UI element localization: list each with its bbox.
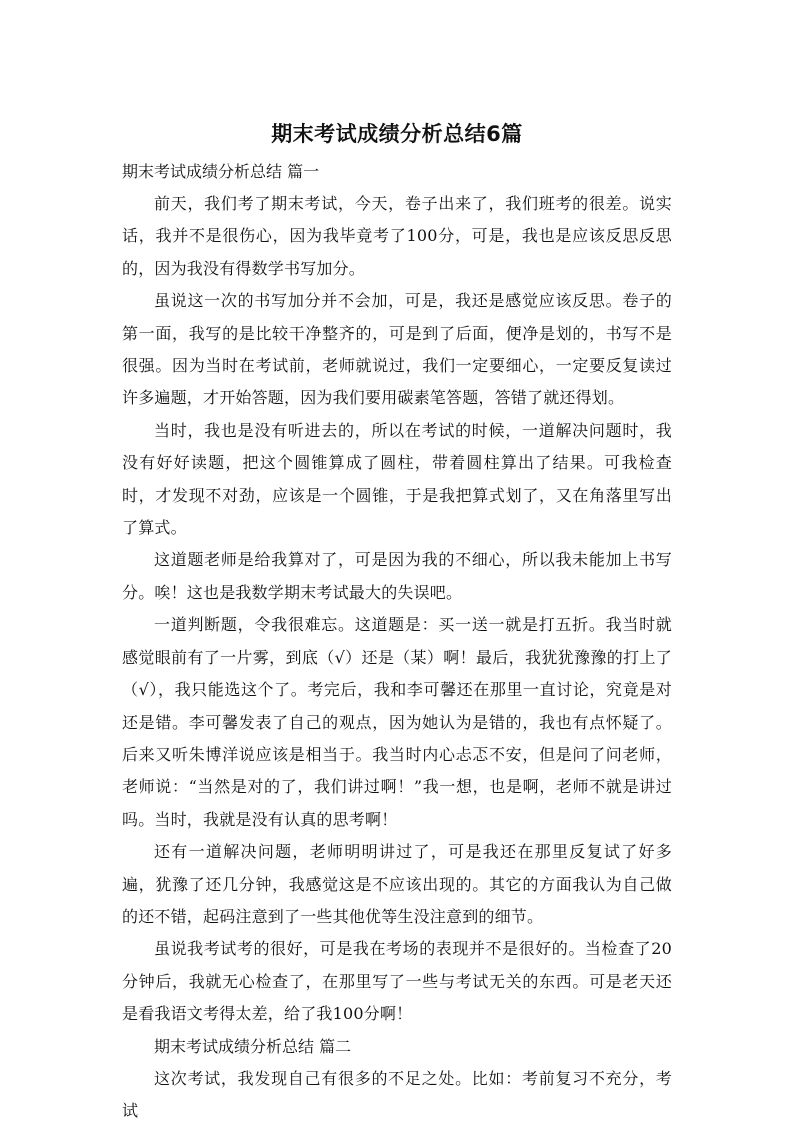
paragraph: 当时，我也是没有听进去的，所以在考试的时候，一道解决问题时，我没有好好读题，把这个圆锥算成了圆柱，带着圆柱算出了结果。可我检查时，才发现不对劲，应该是一个圆锥，于是我把算式划了，又在角落里写出了算式。 [122, 420, 672, 538]
paragraph: 一道判断题，令我很难忘。这道题是：买一送一就是打五折。我当时就感觉眼前有了一片雾，到底（√）还是（某）啊！最后，我犹犹豫豫的打上了（√），我只能选这个了。考完后，我和李可馨还在那里一直讨论，究竟是对还是错。李可馨发表了自己的观点，因为她认为是错的，我也有点怀疑了。后来又听朱博洋说应该是相当于。我当时内心忐忑不安，但是问了问老师，老师说：“当然是对的了，我们讲过啊！”我一想，也是啊，老师不就是讲过吗。当时，我就是没有认真的思考啊！ [122, 615, 672, 829]
paragraph: 虽说这一次的书写加分并不会加，可是，我还是感觉应该反思。卷子的第一面，我写的是比较干净整齐的，可是到了后面，便净是划的，书写不是很强。因为当时在考试前，老师就说过，我们一定要细心，一定要反复读过许多遍题，才开始答题，因为我们要用碳素笔答题，答错了就还得划。 [122, 291, 672, 408]
paragraph: 这道题老师是给我算对了，可是因为我的不细心，所以我未能加上书写分。唉！这也是我数学期末考试最大的失误吧。 [122, 550, 672, 602]
paragraph: 这次考试，我发现自己有很多的不足之处。比如：考前复习不充分，考试 [122, 1068, 672, 1120]
paragraph: 前天，我们考了期末考试，今天，卷子出来了，我们班考的很差。说实话，我并不是很伤心，因为我毕竟考了100分，可是，我也是应该反思反思的，因为我没有得数学书写加分。 [122, 194, 672, 278]
section-heading-1: 期末考试成绩分析总结 篇一 [122, 162, 320, 181]
section-heading-2: 期末考试成绩分析总结 篇二 [154, 1036, 352, 1056]
paragraph: 虽说我考试考的很好，可是我在考场的表现并不是很好的。当检查了20分钟后，我就无心检查了，在那里写了一些与考试无关的东西。可是老天还是看我语文考得太差，给了我100分啊！ [122, 939, 672, 1024]
document-title: 期末考试成绩分析总结6篇 [271, 122, 523, 146]
paragraph: 还有一道解决问题，老师明明讲过了，可是我还在那里反复试了好多遍，犹豫了还几分钟，我感觉这是不应该出现的。其它的方面我认为自己做的还不错，起码注意到了一些其他优等生没注意到的细节。 [122, 842, 672, 926]
